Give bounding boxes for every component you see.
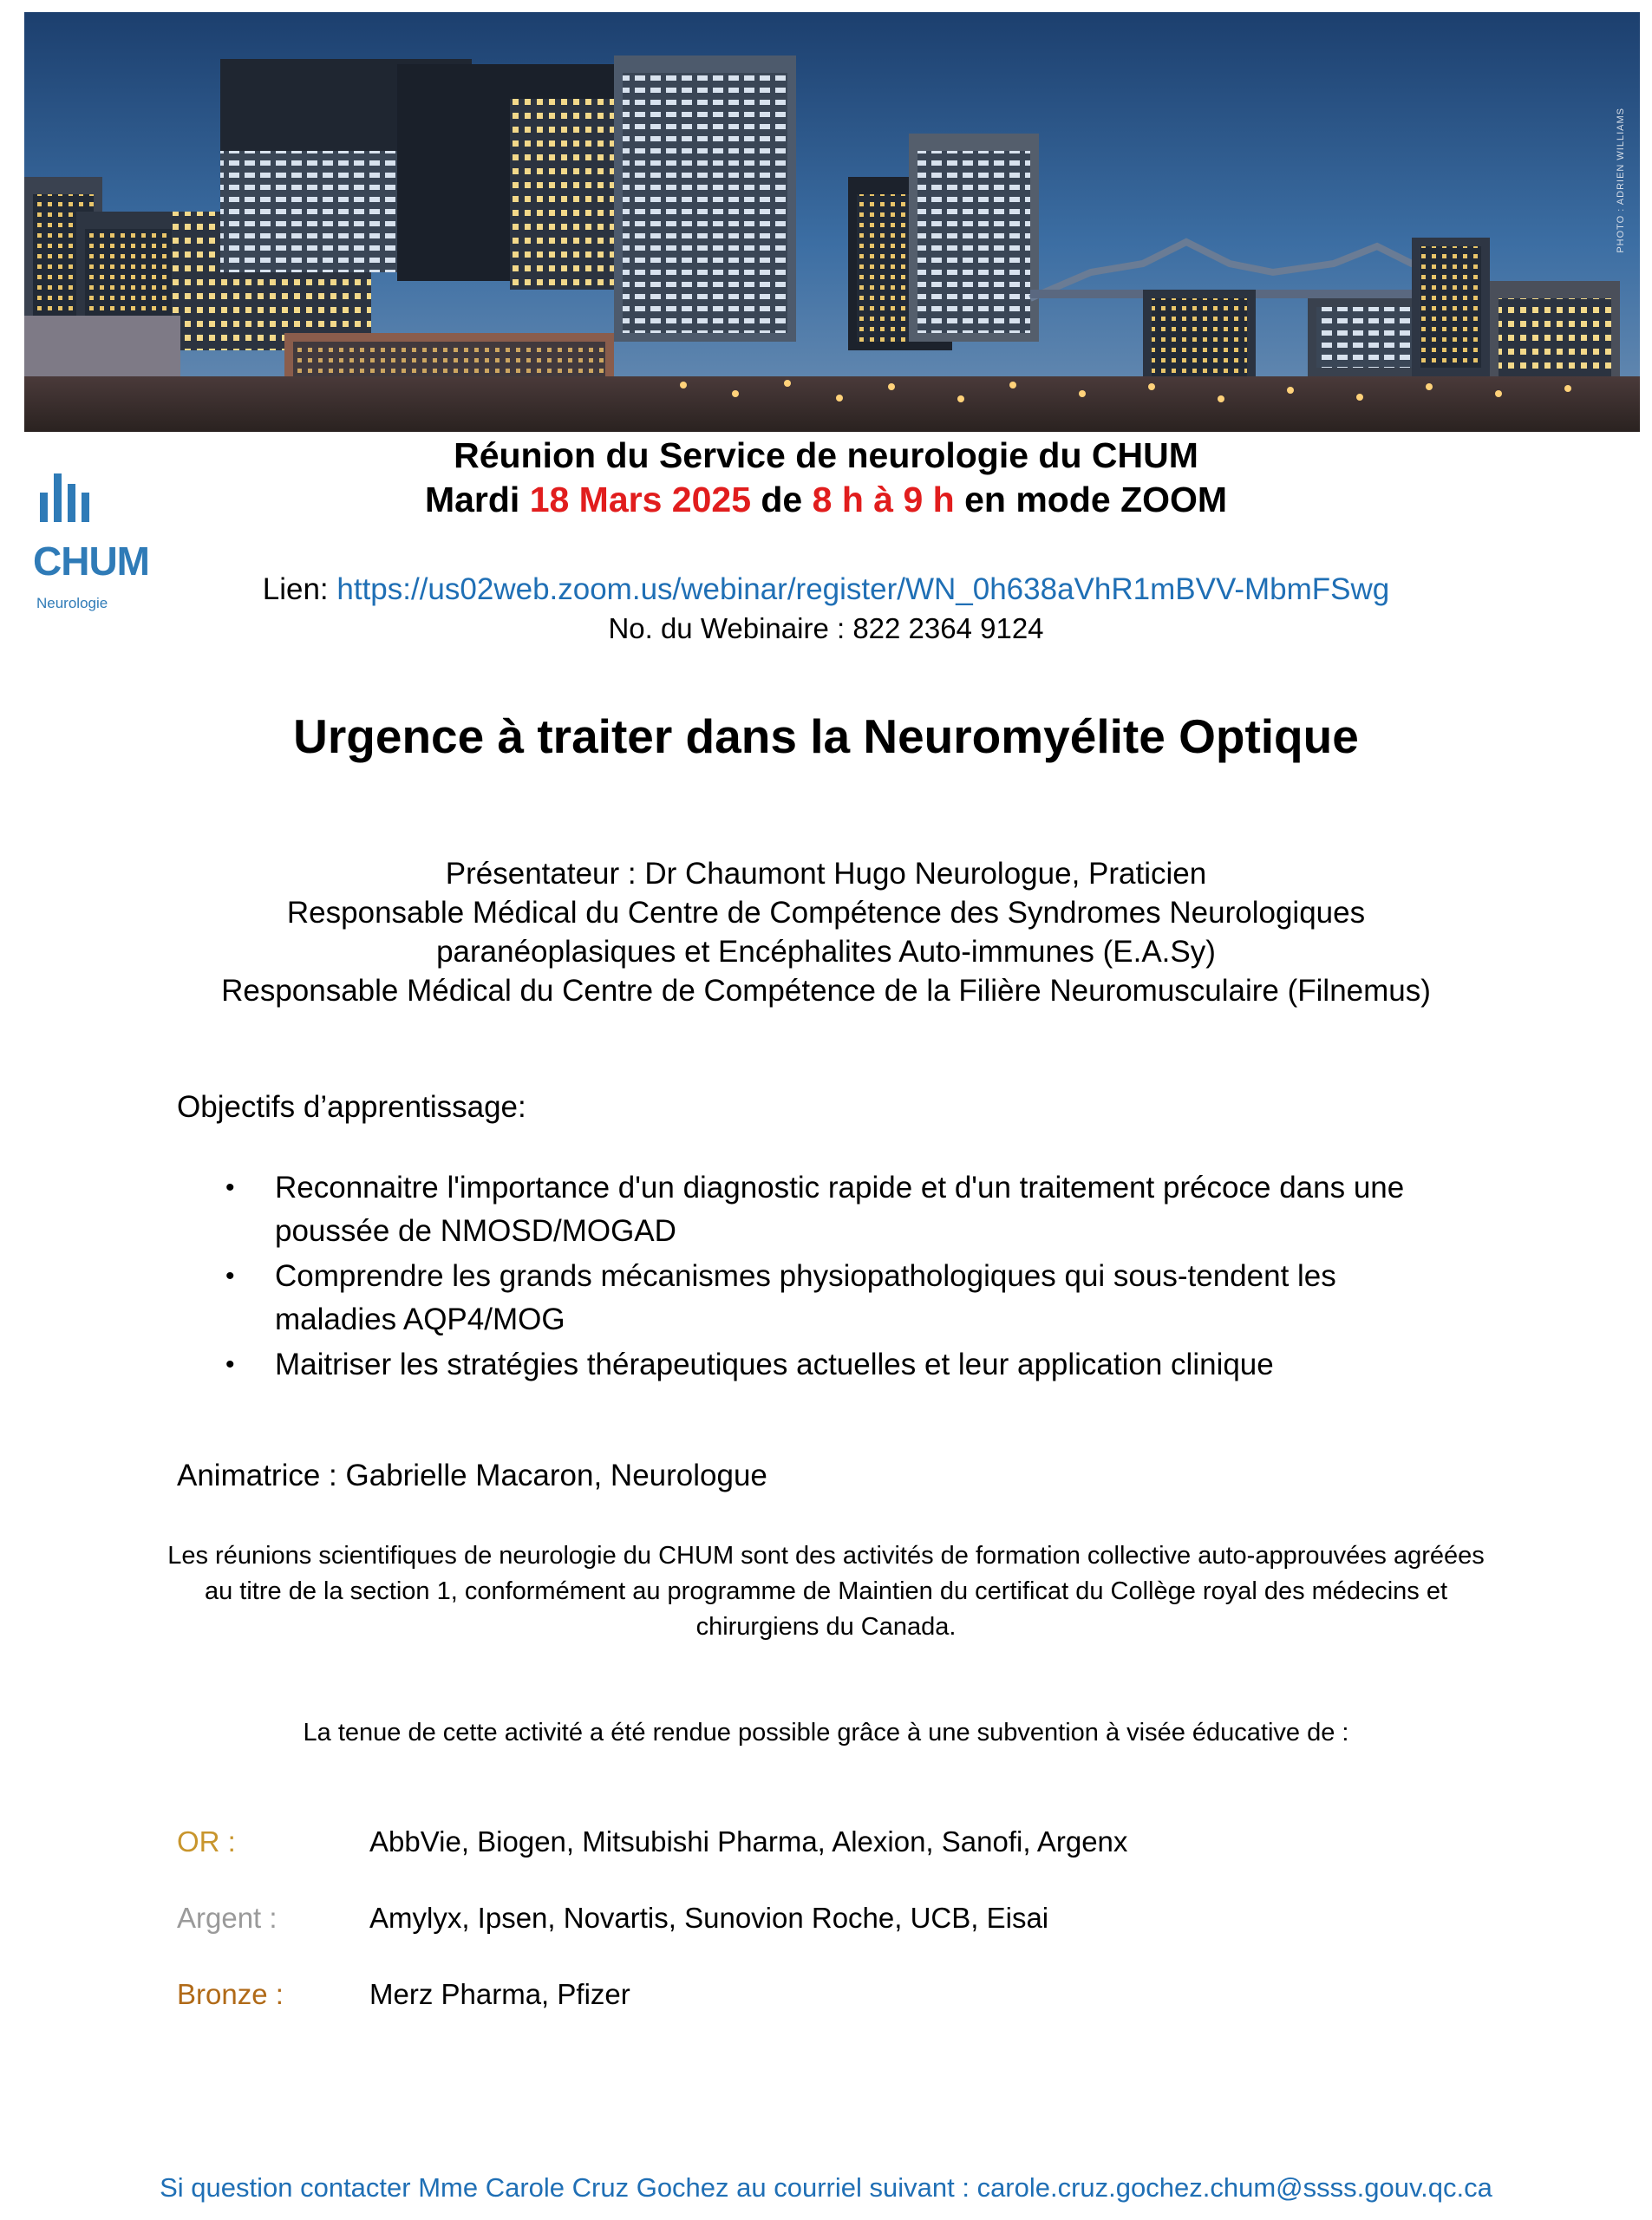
accreditation-line: chirurgiens du Canada. (695, 1613, 957, 1641)
sponsor-names: Amylyx, Ipsen, Novartis, Sunovion Roche, UCB, Eisai (369, 1902, 1049, 1934)
contact-line: Si question contacter Mme Carole Cruz Gochez au courriel suivant : carole.cruz.gochez.chum@ssss.gouv.qc.ca (160, 2172, 1492, 2203)
objectives-list (177, 1166, 1478, 1388)
sponsor-row-or (177, 1825, 1564, 1864)
photo-credit: PHOTO : ADRIEN WILLIAMS (1616, 108, 1626, 253)
date-prefix: Mardi (424, 480, 530, 519)
zoom-link[interactable]: https://us02web.zoom.us/webinar/register/WN_0h638aVhR1mBVV-MbmFSwg (336, 572, 1390, 606)
sponsor-level-sep: : (219, 1825, 236, 1858)
accreditation-line: au titre de la section 1, conformément au programme de Maintien du certificat du Collège royal des médecins et (204, 1577, 1448, 1605)
sponsor-level (177, 1978, 284, 2011)
date-mid: de (751, 480, 813, 519)
presenter-line: Responsable Médical du Centre de Compétence des Syndromes Neurologiques (286, 896, 1366, 930)
objective-item (177, 1343, 1478, 1387)
sponsor-row-bronze (177, 1978, 1564, 2016)
accreditation-block (0, 1538, 1652, 1645)
city-skyline-image (24, 12, 1640, 432)
objective-line: • Reconnaitre l'importance d'un diagnostic rapide et d'un traitement précoce dans une (275, 1171, 1405, 1205)
webinar-number: 822 2364 9124 (852, 612, 1044, 644)
webinar-label: No. du Webinaire : (608, 612, 853, 644)
objective-line: poussée de NMOSD/MOGAD (275, 1214, 676, 1248)
zoom-link-line (0, 572, 1652, 607)
logo-name: CHUM (33, 539, 149, 584)
link-label: Lien: (262, 572, 337, 606)
objective-line: maladies AQP4/MOG (275, 1303, 565, 1336)
presenter-line: Présentateur : Dr Chaumont Hugo Neurologue, Praticien (445, 857, 1207, 891)
grant-line: La tenue de cette activité a été rendue possible grâce à une subvention à visée éducative de : (303, 1719, 1349, 1747)
sponsor-level-name: Argent (177, 1902, 262, 1934)
sponsor-names: AbbVie, Biogen, Mitsubishi Pharma, Alexion, Sanofi, Argenx (369, 1825, 1128, 1858)
presenter-line: Responsable Médical du Centre de Compétence de la Filière Neuromusculaire (Filnemus) (221, 974, 1431, 1008)
date-suffix: en mode ZOOM (954, 480, 1228, 519)
sponsor-level (177, 1902, 278, 1935)
sponsor-row-argent (177, 1902, 1564, 1940)
meeting-title: Réunion du Service de neurologie du CHUM (454, 435, 1198, 475)
meeting-datetime (0, 480, 1652, 520)
sponsor-names: Merz Pharma, Pfizer (369, 1978, 630, 2010)
objective-line: • Comprendre les grands mécanismes physiopathologiques qui sous-tendent les (275, 1259, 1336, 1293)
sponsor-level-sep: : (267, 1978, 284, 2010)
sponsor-level-name: Bronze (177, 1978, 268, 2010)
sponsor-level-name: OR (177, 1825, 220, 1858)
presenter-block (0, 854, 1652, 1010)
banner-photo (24, 12, 1640, 432)
sponsor-level (177, 1825, 236, 1858)
talk-title: Urgence à traiter dans la Neuromyélite Optique (293, 709, 1359, 763)
sponsor-level-sep: : (261, 1902, 278, 1934)
accreditation-line: Les réunions scientifiques de neurologie du CHUM sont des activités de formation collective auto-approuvées agréées (167, 1542, 1485, 1570)
objectives-heading: Objectifs d’apprentissage: (177, 1090, 526, 1124)
objective-item (177, 1255, 1478, 1342)
webinar-number-line (0, 612, 1652, 645)
meeting-date: 18 Mars 2025 (529, 480, 751, 519)
meeting-time: 8 h à 9 h (812, 480, 955, 519)
objective-line: • Maitriser les stratégies thérapeutiques actuelles et leur application clinique (275, 1348, 1274, 1381)
objective-item (177, 1166, 1478, 1253)
presenter-line: paranéoplasiques et Encéphalites Auto-immunes (E.A.Sy) (436, 935, 1216, 969)
moderator: Animatrice : Gabrielle Macaron, Neurologue (177, 1459, 767, 1492)
logo-subtitle: Neurologie (36, 595, 108, 611)
